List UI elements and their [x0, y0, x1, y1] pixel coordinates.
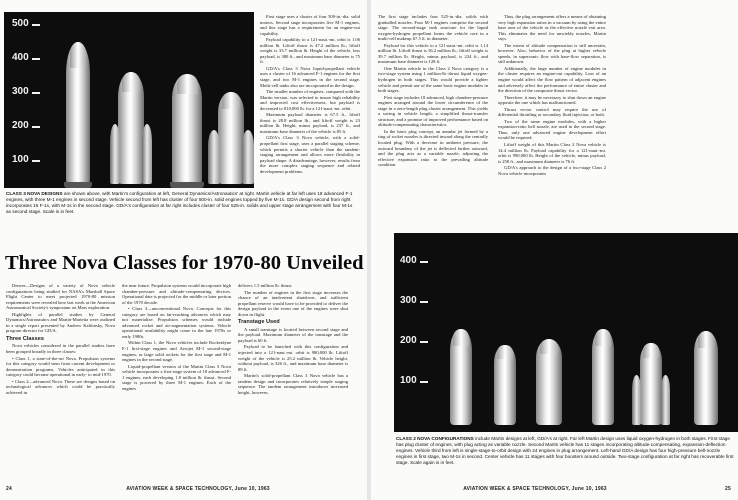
gda-solid-nova-model — [218, 92, 244, 184]
article-column-6 — [617, 14, 733, 230]
scale-tick — [420, 301, 428, 303]
paragraph: Payload capability to a 121-naut.-mi. orbit is 1.06 million lb. Liftoff thrust is 47.2 million lb.; liftoff weight is 33.7 million lb. Height of the vehicle, less payload, is 380 ft., and maximum base diameter is 75 ft. — [260, 37, 360, 65]
article-column-5 — [498, 14, 606, 230]
paragraph: First stage includes 18 advanced, high chamber-pressure engines arranged around the lower circumference of the stage in a zero-length plug cluster arrangement. This yields a saving in vehicle length, a simplified thrust-transfer structure, and a promise of improved performance based on altitude-compensating characteristics. — [378, 94, 488, 128]
scale-label-100: 100 — [400, 375, 417, 386]
scale-tick — [32, 126, 40, 128]
paragraph: GD/A's approach to the design of a two-stage Class 2 Nova vehicle incorporates — [498, 165, 606, 176]
subhead: Three Classes — [6, 335, 44, 342]
paragraph: First stage uses a cluster of four 500-in.-dia. solid motors. Second stage incorporates five M-1 engines, and this stage has a requirement for an engine-out capability. — [260, 14, 360, 36]
article-column-2 — [122, 283, 231, 479]
scale-tick — [420, 341, 428, 343]
caption-text: include Martin designs at left, GD/A's at right. Far left Martin design uses liquid oxygen-hydrogen in both stages. First stage has plug cluster of engines, with plug acting as variable nozzle. Second Martin vehicle has 11 stages incorporating altitude-compensating, expansion-deflection engines. Vehicle third from left is single-stage-to-orbit design with 24 engines in plug arrangement. Left-hand GD/A design has four high-pressure bell-nozzle engines in first stage, two M-1s in second. Center vehicle has 11 stages with four boosters around outside. Two-stage configuration at far right has recoverable first stage. Scale again is in feet. — [396, 436, 734, 465]
strap-on-booster — [661, 375, 670, 425]
paragraph: Within Class 1, the Nova vehicles include Rocketdyne F-1 first-stage engines and Aerojet M-1 second-stage engines, or large solid rockets for the first stage and M-1 engines in the second stage. — [122, 340, 231, 363]
paragraph: The smaller number of engines, compared with the Martin version, was selected to insure high reliability and improved cost effectiveness, but payload is decreased to 810,000 lb. for a 121-naut.-mi. orbit. — [260, 89, 360, 111]
paragraph: • Class 2—advanced Nova. These are designs based on technological advances which could be practically achieved in — [6, 378, 115, 395]
page-number: 24 — [6, 486, 12, 492]
scale-tick — [32, 58, 40, 60]
class3-nova-photo — [4, 12, 254, 188]
caption-text: are shown above, with Martin's configuration at left, General Dynamics/Astronautics' at right. Martin vehicle at far left uses 18 advanced F-1 engines, with three M-1 engines in second stage. Vehicle second from left has cluster of four 500-in. solid engines topped by five M-1s. GD/A design second from right incorporates 16 F-1s, with M-1s in the second stage. GD/A's configuration at far right includes cluster of four 525-in. solids and upper stage arrangement with four M-1s as second stage. Scale is in feet. — [6, 191, 353, 214]
scale-tick — [420, 261, 428, 263]
scale-tick — [32, 160, 40, 162]
running-footer: AVIATION WEEK & SPACE TECHNOLOGY, June 10, 1963 — [463, 486, 607, 492]
scale-label-200: 200 — [400, 335, 417, 346]
gda-bell-nozzle-model — [592, 329, 614, 425]
paragraph: Liquid-propellant version of the Martin Class 3 Nova vehicle incorporates a first-stage system of 18 advanced F-1 engines, each developing 1.8 million lb. thrust. Second stage is powered by three M-1 engines. Each of the engines — [122, 363, 231, 391]
gda-liquid-nova-model — [172, 74, 202, 184]
paragraph: Payload to be launched with this configuration and injected into a 121-naut.-mi. orbit is 980,000 lb. Liftoff weight of the vehicle is 25.2 million lb. Vehicle height, without payload, is 326 ft., and maximum base diameter is 89 ft. — [238, 344, 348, 372]
paragraph: Two of the same engine modules, with a higher expansion-ratio bell nozzle, are used in the second stage. Thus, only one advanced engine development effort would be required. — [498, 118, 606, 141]
paragraph: the near future. Propulsion systems would incorporate high chamber-pressure and altitude-compensating devices. Operational date is projected for the middle or later portion of the 1970 decade. — [122, 283, 231, 305]
caption-lead: CLASS 2 NOVA CONFIGURATIONS — [396, 436, 474, 441]
paragraph: • Class 1, a state-of-the-art Nova. Propulsion systems for this category would stem from current development or demonstration programs. Vehicles anticipated in this category could become operational in early- to mid-1970. — [6, 355, 115, 378]
paragraph: Thrust vector control may require the use of differential throttling or secondary fluid injection, or both. — [498, 106, 606, 118]
paragraph: Payload for this vehicle to a 121-naut.-mi. orbit is 1.14 million lb. Liftoff thrust is 56.2 million lb.; liftoff weight is 39.7 million lb. Height, minus payload, is 224 ft., and maximum base diameter is 128 ft. — [378, 42, 488, 65]
article-headline: Three Nova Classes for 1970-80 Unveiled — [5, 252, 364, 274]
article-column-3 — [238, 283, 348, 479]
solid-booster — [208, 130, 220, 184]
solid-booster — [110, 124, 120, 184]
running-footer: AVIATION WEEK & SPACE TECHNOLOGY, June 10, 1963 — [126, 486, 270, 492]
paragraph: A small transtage is located between second stage and the payload. Maximum diameter of the transtage and the payload is 60 ft. — [238, 326, 348, 343]
paragraph: GD/A's Class 3 Nova liquid-propellant vehicle uses a cluster of 16 advanced F-1 engines for the first stage, and two M-1 engines in the second stage. Multi-cell tanks also are incorporated in the design. — [260, 65, 360, 88]
martin-single-stage-model — [536, 339, 562, 425]
figure-caption — [6, 191, 358, 215]
paragraph: The first stage includes four 525-in.-dia. solids with gimballed nozzles. Four M-1 engines comprise the second stage. The second-stage tank structure for the liquid oxygen-hydrogen propellant forms the vehicle core in a multi-cell makeup 67.5 ft. in diameter. — [378, 14, 488, 42]
scale-tick — [32, 24, 40, 26]
scale-label-200: 200 — [12, 120, 29, 131]
caption-lead: CLASS 3 NOVA DESIGNS — [6, 191, 63, 196]
paragraph: delivers 1.5 million lb. thrust. — [238, 283, 293, 288]
article-column-1 — [6, 283, 115, 479]
paragraph: Nova vehicles considered in the parallel studies have been grouped broadly in three classes: — [6, 343, 115, 355]
paragraph: Denver—Designs of a variety of Nova vehicle configurations being studied for NASA's Marshall Space Flight Center to meet projected 1970-80 mission requirements were revealed here last week at the American Astronautical Society's symposium on Mars exploration. — [6, 283, 115, 311]
solid-booster — [242, 130, 254, 184]
subhead: Transtage Used — [238, 319, 280, 326]
figure-caption — [396, 436, 734, 466]
left-magazine-page — [0, 0, 367, 500]
gda-center-booster-model — [640, 343, 662, 425]
paragraph: Thus, the plug arrangement offers a means of obtaining very high expansion ratios in a vacuum by using the entire base area of the vehicle as the effective nozzle exit area. This eliminates the need for unwieldy nozzles, Martin says. — [498, 14, 606, 42]
scale-tick — [420, 381, 428, 383]
article-column-top — [260, 14, 360, 190]
page-number: 25 — [725, 486, 731, 492]
paragraph: • Class 3—unconventional Nova. Concepts for this category are based on far-reaching advances which may not materialize. Propulsion schemes would include advanced rocket and air-augmentation systems. Vehicle operational availability might come in the late 1970s or early 1980s. — [122, 306, 231, 339]
gda-recoverable-first-stage-model — [694, 331, 718, 425]
scale-label-300: 300 — [400, 295, 417, 306]
solid-booster — [142, 124, 152, 184]
paragraph: The number of engines in the first stage increases the chance of an inadvertent shutdown, and sufficient propellant reserve would have to be provided to deliver the design payload in the event one of the engines were shut down in flight. — [238, 289, 348, 317]
paragraph: In the basic plug concept, an annular jet formed by a ring of rocket nozzles is directed inward along the centrally located plug. With a decrease in ambient pressure, the outward boundary of the jet is deflected farther outward, and the plug acts as a variable nozzle, adjusting the effective expansion ratio to the prevailing altitude condition. — [378, 128, 488, 168]
engine-nozzles — [64, 182, 92, 188]
paragraph: Highlights of parallel studies by General Dynamics/Astronautics and Martin-Marietta were outlined in a single report presented by Andrew Kalitinsky, Nova program director for GD/A. — [6, 311, 115, 334]
scale-label-400: 400 — [400, 255, 417, 266]
paragraph: One Martin vehicle in the Class 2 Nova category is a two-stage system using 1 million-lb.-thrust liquid oxygen-hydrogen in both stages. This would provide a lighter vehicle and permit use of the same basic engine modules in both stages. — [378, 65, 488, 94]
paragraph: Additionally, the large number of engine modules in the cluster requires an engine-out capability. Loss of an engine would affect the flow pattern of adjacent engines and adversely affect the performance of entire cluster and the direction of the composite thrust vector. — [498, 65, 606, 94]
paragraph: Martin's solid-propellant Class 3 Nova vehicle has a tandem design and incorporates relatively simple staging sequence. The tandem arrangement introduces increased height, however, — [238, 373, 348, 395]
martin-plug-cluster-model — [450, 329, 472, 425]
scale-label-500: 500 — [12, 18, 29, 29]
paragraph: Therefore, it may be necessary to shut down an engine opposite the one which has malfunctioned. — [498, 94, 606, 106]
martin-expansion-deflection-model — [494, 345, 516, 425]
paragraph: Liftoff weight of this Martin Class 2 Nova vehicle is 14.4 million lb. Payload capability for a 121-naut.-mi. orbit is 990,000 lb. Height of the vehicle, minus payload, is 258 ft., and maximum diameter is 76 ft. — [498, 142, 606, 164]
article-column-4 — [378, 14, 488, 230]
engine-nozzles — [170, 182, 204, 188]
scale-label-300: 300 — [12, 86, 29, 97]
class2-nova-photo — [394, 233, 738, 432]
strap-on-booster — [632, 375, 641, 425]
paragraph: The extent of altitude compensation is still uncertain, however. Also, behavior of the plug at higher vehicle speeds, in supersonic flow with base-flow separation, is still unknown. — [498, 42, 606, 65]
scale-tick — [32, 92, 40, 94]
paragraph: Maximum payload diameter is 67.5 ft., liftoff thrust is 28.8 million lb., and liftoff weight is 23 million lb. Height, minus payload, is 237 ft., and maximum base diameter of the vehicle is 85 ft. — [260, 112, 360, 134]
martin-liquid-nova-model — [66, 42, 90, 184]
martin-solid-nova-model — [118, 72, 144, 184]
scale-label-400: 400 — [12, 52, 29, 63]
scale-label-100: 100 — [12, 154, 29, 165]
paragraph: GD/A's Class 3 Nova vehicle, with a solid-propellant first stage, uses a parallel staging scheme, which permits a shorter vehicle than the tandem-staging arrangement and allows more flexibility in payload shape. A disadvantage, however, results from the more complex staging sequence and related development problems. — [260, 135, 360, 174]
